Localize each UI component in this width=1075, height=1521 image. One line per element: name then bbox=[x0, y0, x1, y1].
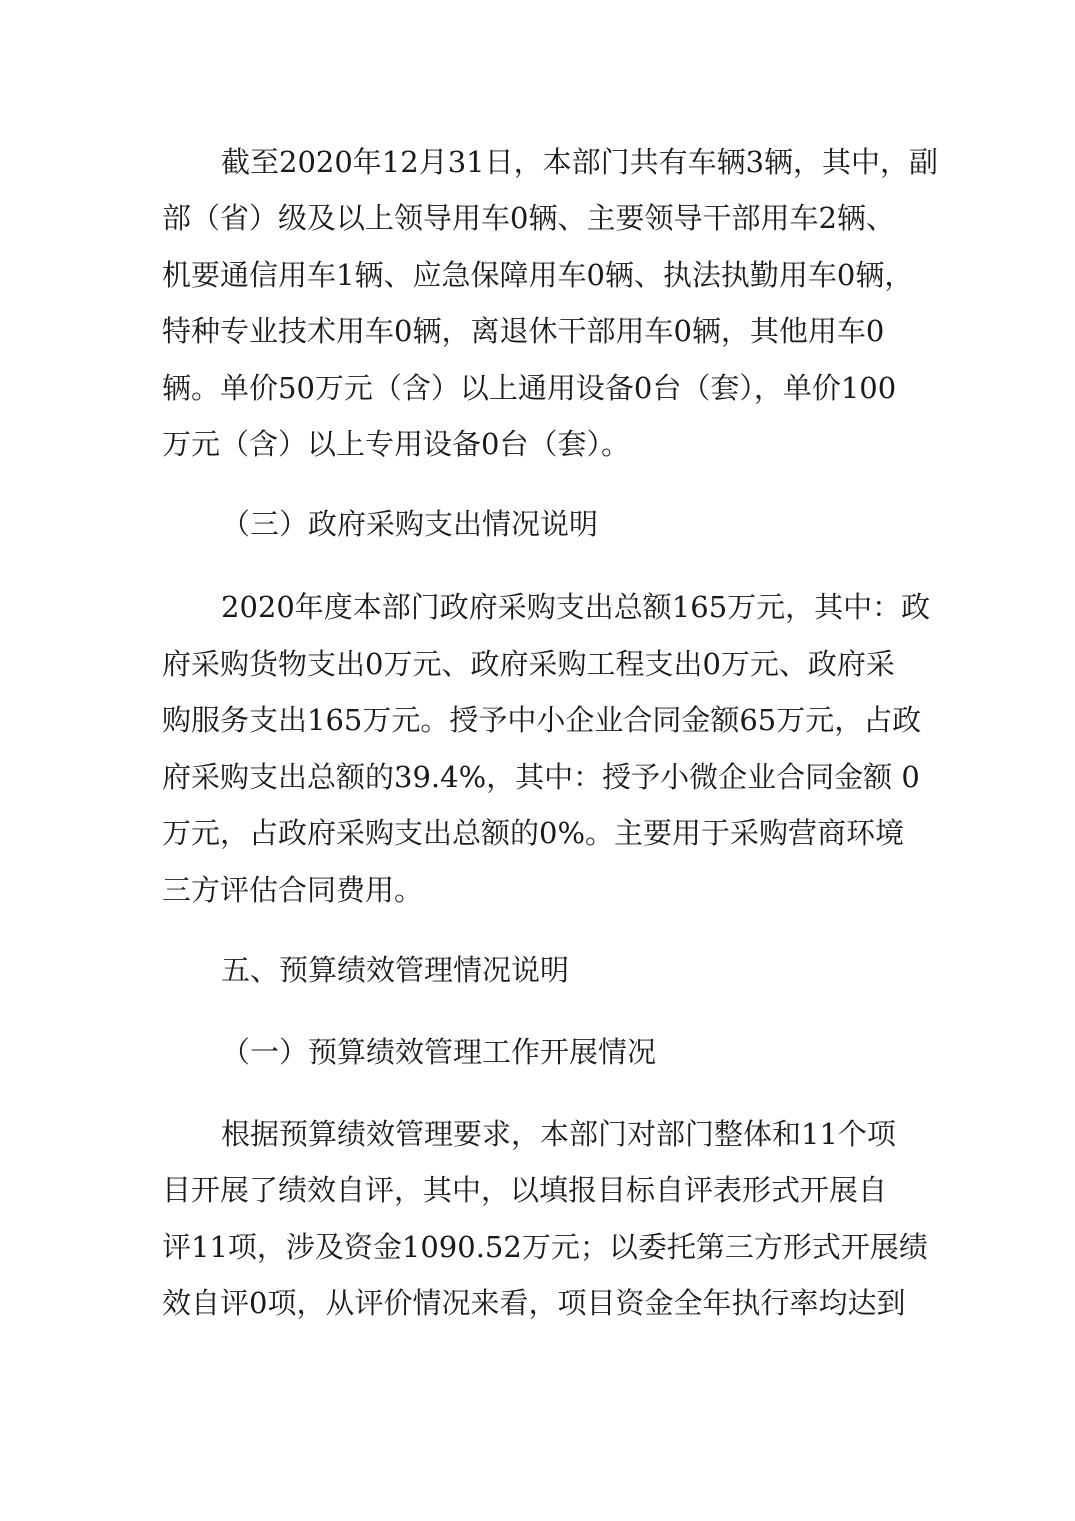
vehicles-line-2: 部（省）级及以上领导用车0辆、主要领导干部用车2辆、 bbox=[162, 201, 895, 235]
performance-line-4: 效自评0项，从评价情况来看，项目资金全年执行率均达到 bbox=[162, 1286, 906, 1320]
procurement-line-3: 购服务支出165万元。授予中小企业合同金额65万元，占政 bbox=[162, 703, 922, 737]
heading-procurement: （三）政府采购支出情况说明 bbox=[221, 507, 599, 541]
heading-performance-work: （一）预算绩效管理工作开展情况 bbox=[221, 1035, 657, 1069]
vehicles-line-4: 特种专业技术用车0辆，离退休干部用车0辆，其他用车0 bbox=[162, 314, 885, 348]
procurement-line-4: 府采购支出总额的39.4%，其中：授予小微企业合同金额 0 bbox=[162, 760, 920, 794]
procurement-line-1: 2020年度本部门政府采购支出总额165万元，其中：政 bbox=[221, 590, 931, 624]
performance-line-3: 评11项，涉及资金1090.52万元；以委托第三方形式开展绩 bbox=[162, 1230, 928, 1264]
procurement-line-6: 三方评估合同费用。 bbox=[162, 873, 424, 907]
vehicles-line-5: 辆。单价50万元（含）以上通用设备0台（套），单价100 bbox=[162, 371, 897, 405]
procurement-line-5: 万元，占政府采购支出总额的0%。主要用于采购营商环境 bbox=[162, 816, 905, 850]
vehicles-line-1: 截至2020年12月31日，本部门共有车辆3辆，其中，副 bbox=[221, 145, 939, 179]
performance-line-2: 目开展了绩效自评，其中，以填报目标自评表形式开展自 bbox=[162, 1173, 888, 1207]
performance-line-1: 根据预算绩效管理要求，本部门对部门整体和11个项 bbox=[221, 1117, 896, 1151]
heading-section5: 五、预算绩效管理情况说明 bbox=[221, 953, 570, 987]
vehicles-line-3: 机要通信用车1辆、应急保障用车0辆、执法执勤用车0辆， bbox=[162, 258, 914, 292]
procurement-line-2: 府采购货物支出0万元、政府采购工程支出0万元、政府采 bbox=[162, 647, 895, 681]
vehicles-line-6: 万元（含）以上专用设备0台（套）。 bbox=[162, 427, 630, 461]
